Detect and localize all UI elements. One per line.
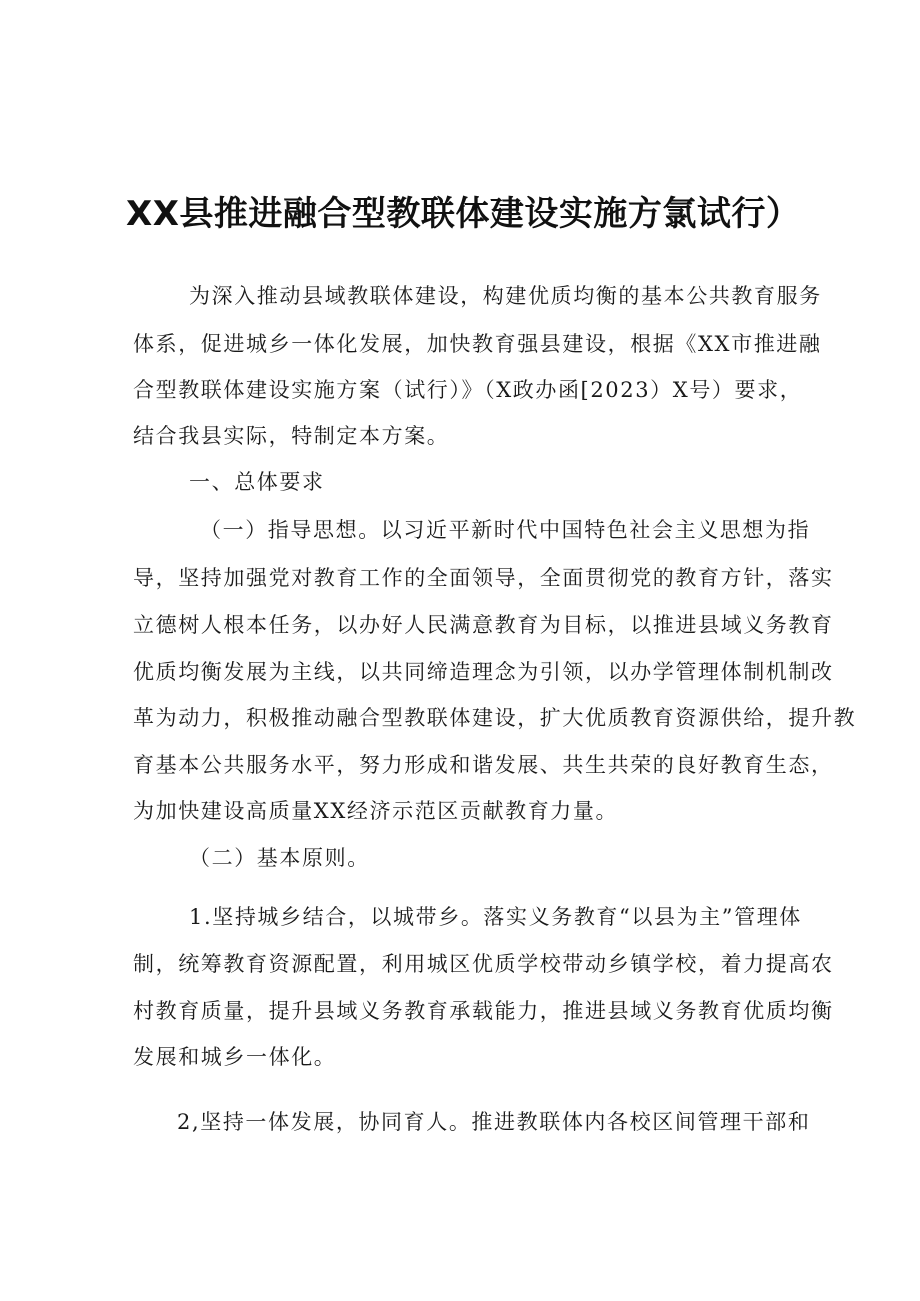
paragraph-line: 为加快建设高质量XX经济示范区贡献教育力量。 (133, 799, 619, 823)
paragraph-line: 育基本公共服务水平，努力形成和谐发展、共生共荣的良好教育生态， (133, 753, 834, 777)
paragraph-line: 2,坚持一体发展，协同育人。推进教联体内各校区间管理干部和 (177, 1110, 811, 1134)
paragraph-line: 优质均衡发展为主线，以共同缔造理念为引领，以办学管理体制机制改 (133, 660, 834, 684)
paragraph-line: （一）指导思想。以习近平新时代中国特色社会主义思想为指 (200, 518, 811, 542)
section-heading: 一、总体要求 (189, 470, 325, 494)
paragraph-line: 发展和城乡一体化。 (133, 1045, 337, 1069)
paragraph-line: 革为动力，积极推动融合型教联体建设，扩大优质教育资源供给，提升教 (133, 706, 857, 730)
subsection-heading: （二）基本原则。 (189, 846, 370, 870)
paragraph-line: 结合我县实际，特制定本方案。 (133, 424, 450, 448)
paragraph-line: 体系，促进城乡一体化发展，加快教育强县建设，根据《XX市推进融 (133, 332, 822, 356)
paragraph-line: 导，坚持加强党对教育工作的全面领导，全面贯彻党的教育方针，落实 (133, 566, 834, 590)
paragraph-line: 为深入推动县域教联体建设，构建优质均衡的基本公共教育服务 (189, 284, 822, 308)
paragraph-line: 合型教联体建设实施方案（试行）》（X政办函[2023）X号）要求， (133, 378, 803, 402)
paragraph-line: 制，统筹教育资源配置，利用城区优质学校带动乡镇学校，着力提高农 (133, 952, 834, 976)
document-title: XX县推进融合型教联体建设实施方氯试行） (126, 194, 801, 234)
paragraph-line: 村教育质量，提升县域义务教育承载能力，推进县域义务教育优质均衡 (133, 999, 834, 1023)
paragraph-line: 1.坚持城乡结合，以城带乡。落实义务教育“以县为主”管理体 (189, 905, 802, 929)
paragraph-line: 立德树人根本任务，以办好人民满意教育为目标，以推进县域义务教育 (133, 613, 834, 637)
